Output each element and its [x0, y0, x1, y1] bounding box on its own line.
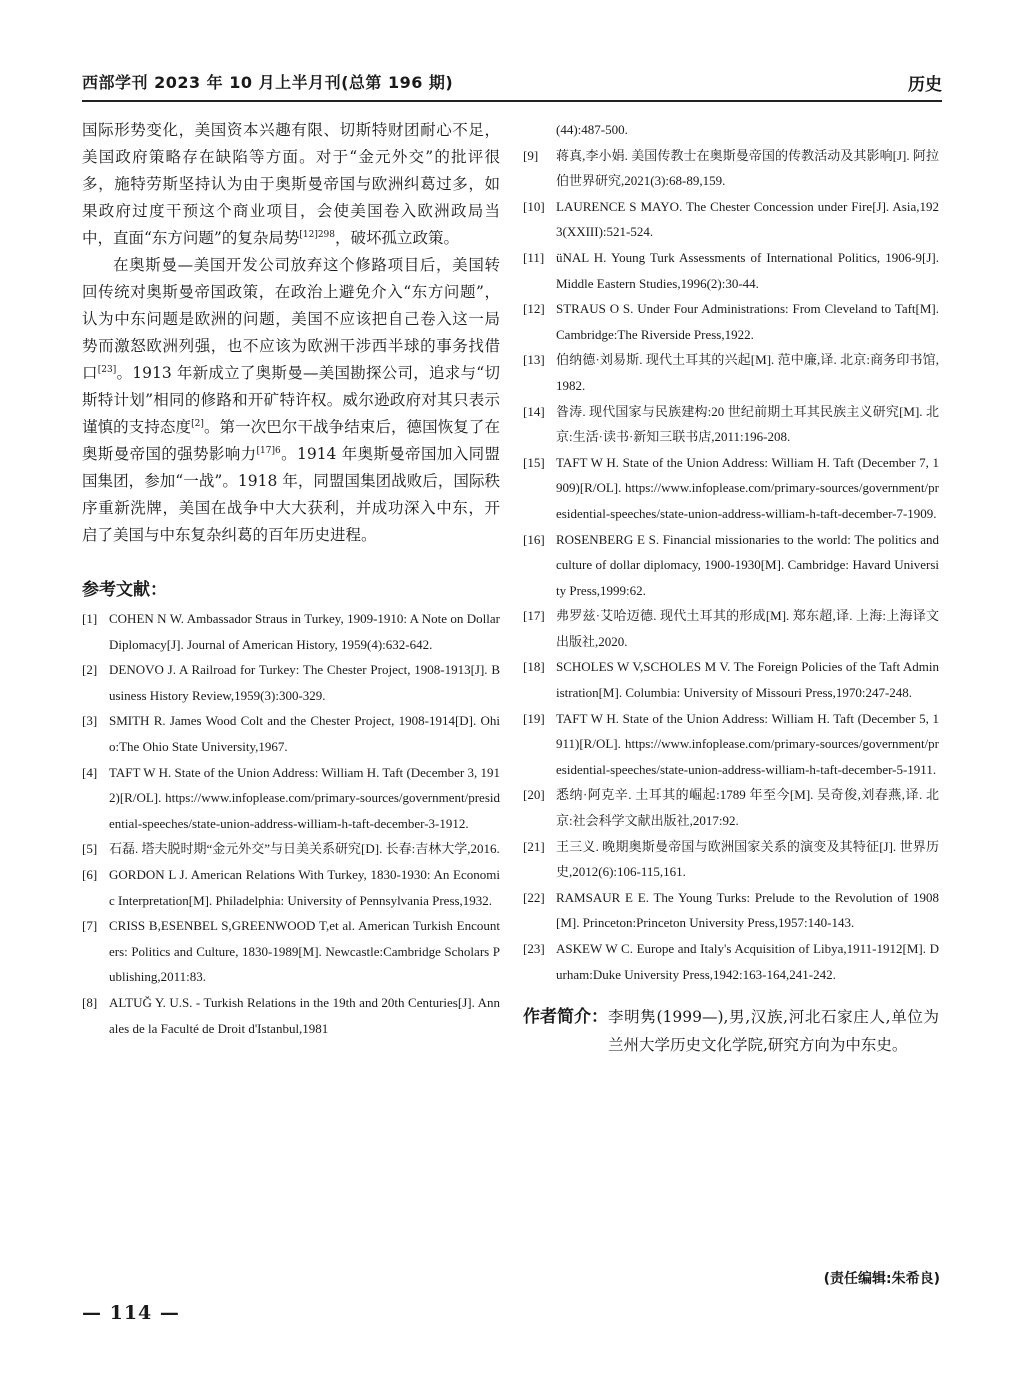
reference-item: [18] SCHOLES W V,SCHOLES M V. The Foreign Policies of the Taft Administration[M]. Columbia: University of Missouri Press,1970:247-248. — [523, 659, 939, 701]
author-bio-text: 李明隽(1999—),男,汉族,河北石家庄人,单位为兰州大学历史文化学院,研究方向为中东史。 — [608, 1008, 939, 1055]
references-heading: 参考文献： — [82, 580, 167, 600]
reference-item: [20] 悉纳·阿克辛. 土耳其的崛起:1789 年至今[M]. 吴奇俊,刘春燕,译. 北京:社会科学文献出版社,2017:92. — [523, 787, 939, 829]
reference-item: [5] 石磊. 塔夫脱时期“金元外交”与日美关系研究[D]. 长春:吉林大学,2016. — [82, 841, 500, 857]
reference-item: [13] 伯纳德·刘易斯. 现代土耳其的兴起[M]. 范中廉,译. 北京:商务印书馆,1982. — [523, 352, 939, 393]
reference-item: [2] DENOVO J. A Railroad for Turkey: The Chester Project, 1908-1913[J]. Business History Review,1959(3):300-329. — [82, 662, 500, 703]
reference-item: [10] LAURENCE S MAYO. The Chester Concession under Fire[J]. Asia,1923(XXIII):521-524. — [523, 198, 939, 240]
reference-item: [23] ASKEW W C. Europe and Italy's Acquisition of Libya,1911-1912[M]. Durham:Duke University Press,1942:163-164,241-242. — [523, 941, 939, 982]
reference-item: [7] CRISS B,ESENBEL S,GREENWOOD T,et al. American Turkish Encounters: Politics and Culture, 1830-1989[M]. Newcastle:Cambridge Scholars Publishing,2011:83. — [82, 918, 500, 985]
paragraph-1: 国际形势变化，美国资本兴趣有限、切斯特财团耐心不足，美国政府策略存在缺陷等方面。对于“金元外交”的批评很多，施特劳斯坚持认为由于奥斯曼帝国与欧洲纠葛过多，如果政府过度干预这个商业项目，会使美国卷入欧洲政局当中，直面“东方问题”的复杂局势$^{[12]298}$，破坏孤立政策。 — [82, 121, 500, 247]
body-text — [82, 117, 500, 549]
author-bio-label: 作者简介： — [523, 1007, 608, 1028]
page-number: — 114 — — [82, 1302, 180, 1324]
reference-item-continued: (44):487-500. — [556, 122, 628, 137]
left-column — [82, 117, 500, 1041]
reference-item: [9] 蒋真,李小娟. 美国传教士在奥斯曼帝国的传教活动及其影响[J]. 阿拉伯世界研究,2021(3):68-89,159. — [523, 147, 939, 189]
author-bio — [523, 1003, 939, 1059]
reference-item: [8] ALTUĞ Y. U.S. - Turkish Relations in the 19th and 20th Centuries[J]. Annales de la Faculté de Droit d'Istanbul,1981 — [82, 994, 500, 1036]
header-rule — [82, 100, 942, 102]
citation: [17]6 — [256, 446, 281, 456]
running-header — [82, 70, 942, 96]
journal-title: 西部学刊 2023 年 10 月上半月刊(总第 196 期) — [82, 73, 454, 92]
right-column — [523, 117, 939, 1059]
reference-item: [11] üNAL H. Young Turk Assessments of International Politics, 1906-9[J]. Middle Eastern Studies,1996(2):30-44. — [523, 249, 939, 291]
reference-item: [21] 王三义. 晚期奥斯曼帝国与欧洲国家关系的演变及其特征[J]. 世界历史,2012(6):106-115,161. — [523, 838, 939, 880]
reference-item: [12] STRAUS O S. Under Four Administrations: From Cleveland to Taft[M]. Cambridge:The Riverside Press,1922. — [523, 301, 939, 342]
reference-item: [17] 弗罗兹·艾哈迈德. 现代土耳其的形成[M]. 郑东超,译. 上海:上海译文出版社,2020. — [523, 608, 939, 649]
reference-item: [19] TAFT W H. State of the Union Address: William H. Taft (December 5, 1911)[R/OL]. https://www.infoplease.com/primary-sources/government/presidential-speeches/state-union-address-william-h-taft-december-5-1911. — [523, 710, 939, 777]
reference-item: [16] ROSENBERG E S. Financial missionaries to the world: The politics and culture of dollar diplomacy, 1900-1930[M]. Cambridge: Havard University Press,1999:62. — [523, 531, 939, 598]
responsible-editor: (责任编辑:朱希良) — [823, 1271, 940, 1287]
paragraph-2: 在奥斯曼—美国开发公司放弃这个修路项目后，美国转回传统对奥斯曼帝国政策，在政治上避免介入“东方问题”，认为中东问题是欧洲的问题，美国不应该把自己卷入这一局势而激怒欧洲列强，也不应该为欧洲干涉西半球的事务找借口[23]。1913 年新成立了奥斯曼—美国勘探公司，追求与“切斯特计划”相同的修路和开矿特许权。威尔逊政府对其只表示谨慎的支持态度[2]。第一次巴尔干战争结束后，德国恢复了在奥斯曼帝国的强势影响力$^{[17]6}$。1914 年奥斯曼帝国加入同盟国集团，参加“一战”。1918 年，同盟国集团战败后，国际秩序重新洗牌，美国在战争中大大获利，并成功深入中东，开启了美国与中东复杂纠葛的百年历史进程。 — [82, 256, 500, 544]
reference-item: [14] 昝涛. 现代国家与民族建构:20 世纪前期土耳其民族主义研究[M]. 北京:生活·读书·新知三联书店,2011:196-208. — [523, 403, 939, 445]
section-label: 历史 — [908, 75, 942, 95]
citation: [2] — [191, 419, 204, 429]
reference-item: [15] TAFT W H. State of the Union Address: William H. Taft (December 7, 1909)[R/OL]. https://www.infoplease.com/primary-sources/government/presidential-speeches/state-union-address-william-h-taft-december-7-1909. — [523, 454, 939, 521]
reference-item: [1] COHEN N W. Ambassador Straus in Turkey, 1909-1910: A Note on Dollar Diplomacy[J]. Journal of American History, 1959(4):632-642. — [82, 611, 500, 652]
reference-item: [22] RAMSAUR E E. The Young Turks: Prelude to the Revolution of 1908[M]. Princeton:Princeton University Press,1957:140-143. — [523, 889, 939, 931]
reference-item: [6] GORDON L J. American Relations With Turkey, 1830-1930: An Economic Interpretation[M]. Philadelphia: University of Pennsylvania Press,1932. — [82, 866, 500, 908]
citation: [12]298 — [299, 230, 336, 240]
reference-item: [3] SMITH R. James Wood Colt and the Chester Project, 1908-1914[D]. Ohio:The Ohio State University,1967. — [82, 713, 500, 754]
citation: [23] — [97, 365, 117, 375]
reference-item: [4] TAFT W H. State of the Union Address: William H. Taft (December 3, 1912)[R/OL]. https://www.infoplease.com/primary-sources/government/presidential-speeches/state-union-address-william-h-taft-december-3-1912. — [82, 764, 500, 831]
